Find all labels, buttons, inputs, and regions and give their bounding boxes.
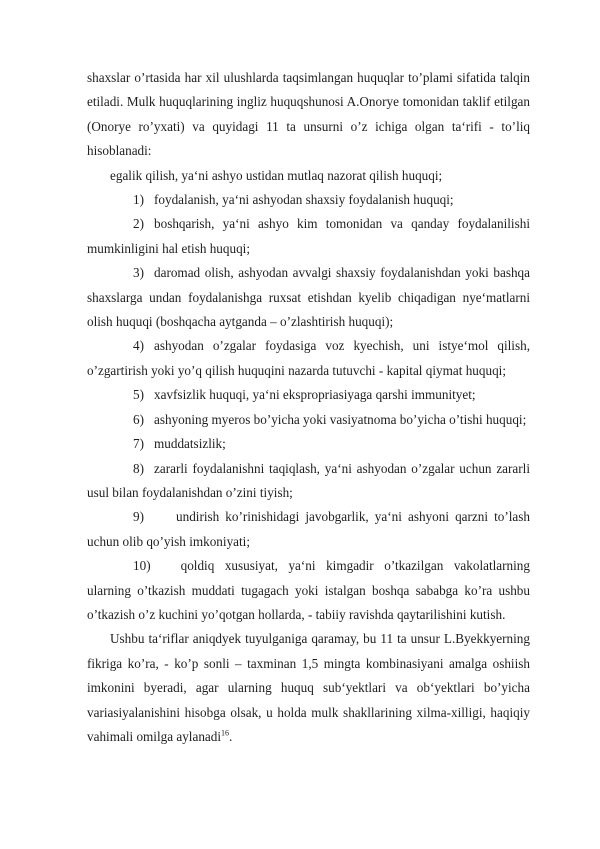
conclusion-text: Ushbu ta‘riflar aniqdyek tuyulganiga qaramay, bu 11 ta unsur L.Byekkyerning fikriga ko’ra, - ko’p sonli – taxminan 1,5 mingta kombinasiyani amalga oshiish imkonini byeradi, agar ularning huquq sub‘yektlari va ob‘yektlari bo’yicha variasiyalanishini hisobga olsak, u holda mulk shakllarining xilma-xilligi, haqiqiy vahimali omilga aylanadi [87, 631, 530, 744]
item-text: undirish ko’rinishidagi javobgarlik, ya‘ni ashyoni qarzni to’lash uchun olib qo’yish imkoniyati; [87, 509, 530, 549]
item-text: xavfsizlik huquqi, ya‘ni ekspropriasiyaga qarshi immunityet; [154, 387, 476, 403]
footnote-reference[interactable]: 16 [221, 728, 230, 738]
item-number: 4) [133, 338, 144, 354]
item-number: 1) [133, 192, 144, 208]
item-number: 10) [133, 558, 151, 574]
list-item-3 [87, 261, 530, 334]
item-text: qoldiq xususiyat, ya‘ni kimgadir o’tkazilgan vakolatlarning ularning o’tkazish muddati tugagach yoki istalgan boshqa sababga ko’ra ushbu o’tkazish o’z kuchini yo’qotgan hollarda, - tabiiy ravishda qaytarilishini kutish. [87, 558, 530, 622]
list-item-9 [87, 505, 530, 554]
list-item-4 [87, 334, 530, 383]
item-number: 3) [133, 265, 144, 281]
item-text: boshqarish, ya‘ni ashyo kim tomonidan va qanday foydalanilishi mumkinligini hal etish huquqi; [87, 216, 530, 256]
list-item-10 [87, 554, 530, 627]
item-text: daromad olish, ashyodan avvalgi shaxsiy foydalanishdan yoki bashqa shaxslarga undan foydalanishga ruxsat etishdan kyelib chiqadigan nye‘matlarni olish huquqi (boshqacha aytganda – o’zlashtirish huquqi); [87, 265, 530, 330]
item-number: 9) [133, 509, 144, 525]
conclusion-end: . [229, 728, 233, 744]
item-number: 7) [133, 436, 144, 452]
item-number: 2) [133, 216, 144, 232]
item-number: 6) [133, 411, 144, 427]
conclusion-paragraph [87, 627, 530, 749]
list-item-7 [87, 432, 530, 456]
item-text: foydalanish, ya‘ni ashyodan shaxsiy foydalanish huquqi; [154, 192, 454, 208]
list-item-8 [87, 457, 530, 506]
list-item-6 [87, 408, 530, 432]
intro-paragraph: shaxslar o’rtasida har xil ulushlarda taqsimlangan huquqlar to’plami sifatida talqin etiladi. Mulk huquqlarining ingliz huquqshunosi A.Onorye tomonidan taklif etilgan (Onorye ro’yxati) va quyidagi 11 ta unsurni o’z ichiga olgan ta‘rifi - to’liq hisoblanadi: [87, 70, 530, 159]
item-number: 8) [133, 460, 144, 476]
list-item-2 [87, 212, 530, 261]
list-item-1 [87, 188, 530, 212]
item-text: muddatsizlik; [154, 436, 226, 452]
list-item-5 [87, 383, 530, 407]
item-text: ashyodan o’zgalar foydasiga voz kyechish, uni istye‘mol qilish, o’zgartirish yoki yo’q qilish huquqini nazarda tutuvchi - kapital qiymat huquqi; [87, 338, 530, 378]
list-item-0: egalik qilish, ya‘ni ashyo ustidan mutlaq nazorat qilish huquqi; [110, 167, 443, 183]
item-number: 5) [133, 387, 144, 403]
item-text: zararli foydalanishni taqiqlash, ya‘ni ashyodan o’zgalar uchun zararli usul bilan foydalanishdan o’zini tiyish; [87, 460, 530, 500]
item-text: ashyoning myeros bo’yicha yoki vasiyatnoma bo’yicha o’tishi huquqi; [154, 411, 527, 427]
